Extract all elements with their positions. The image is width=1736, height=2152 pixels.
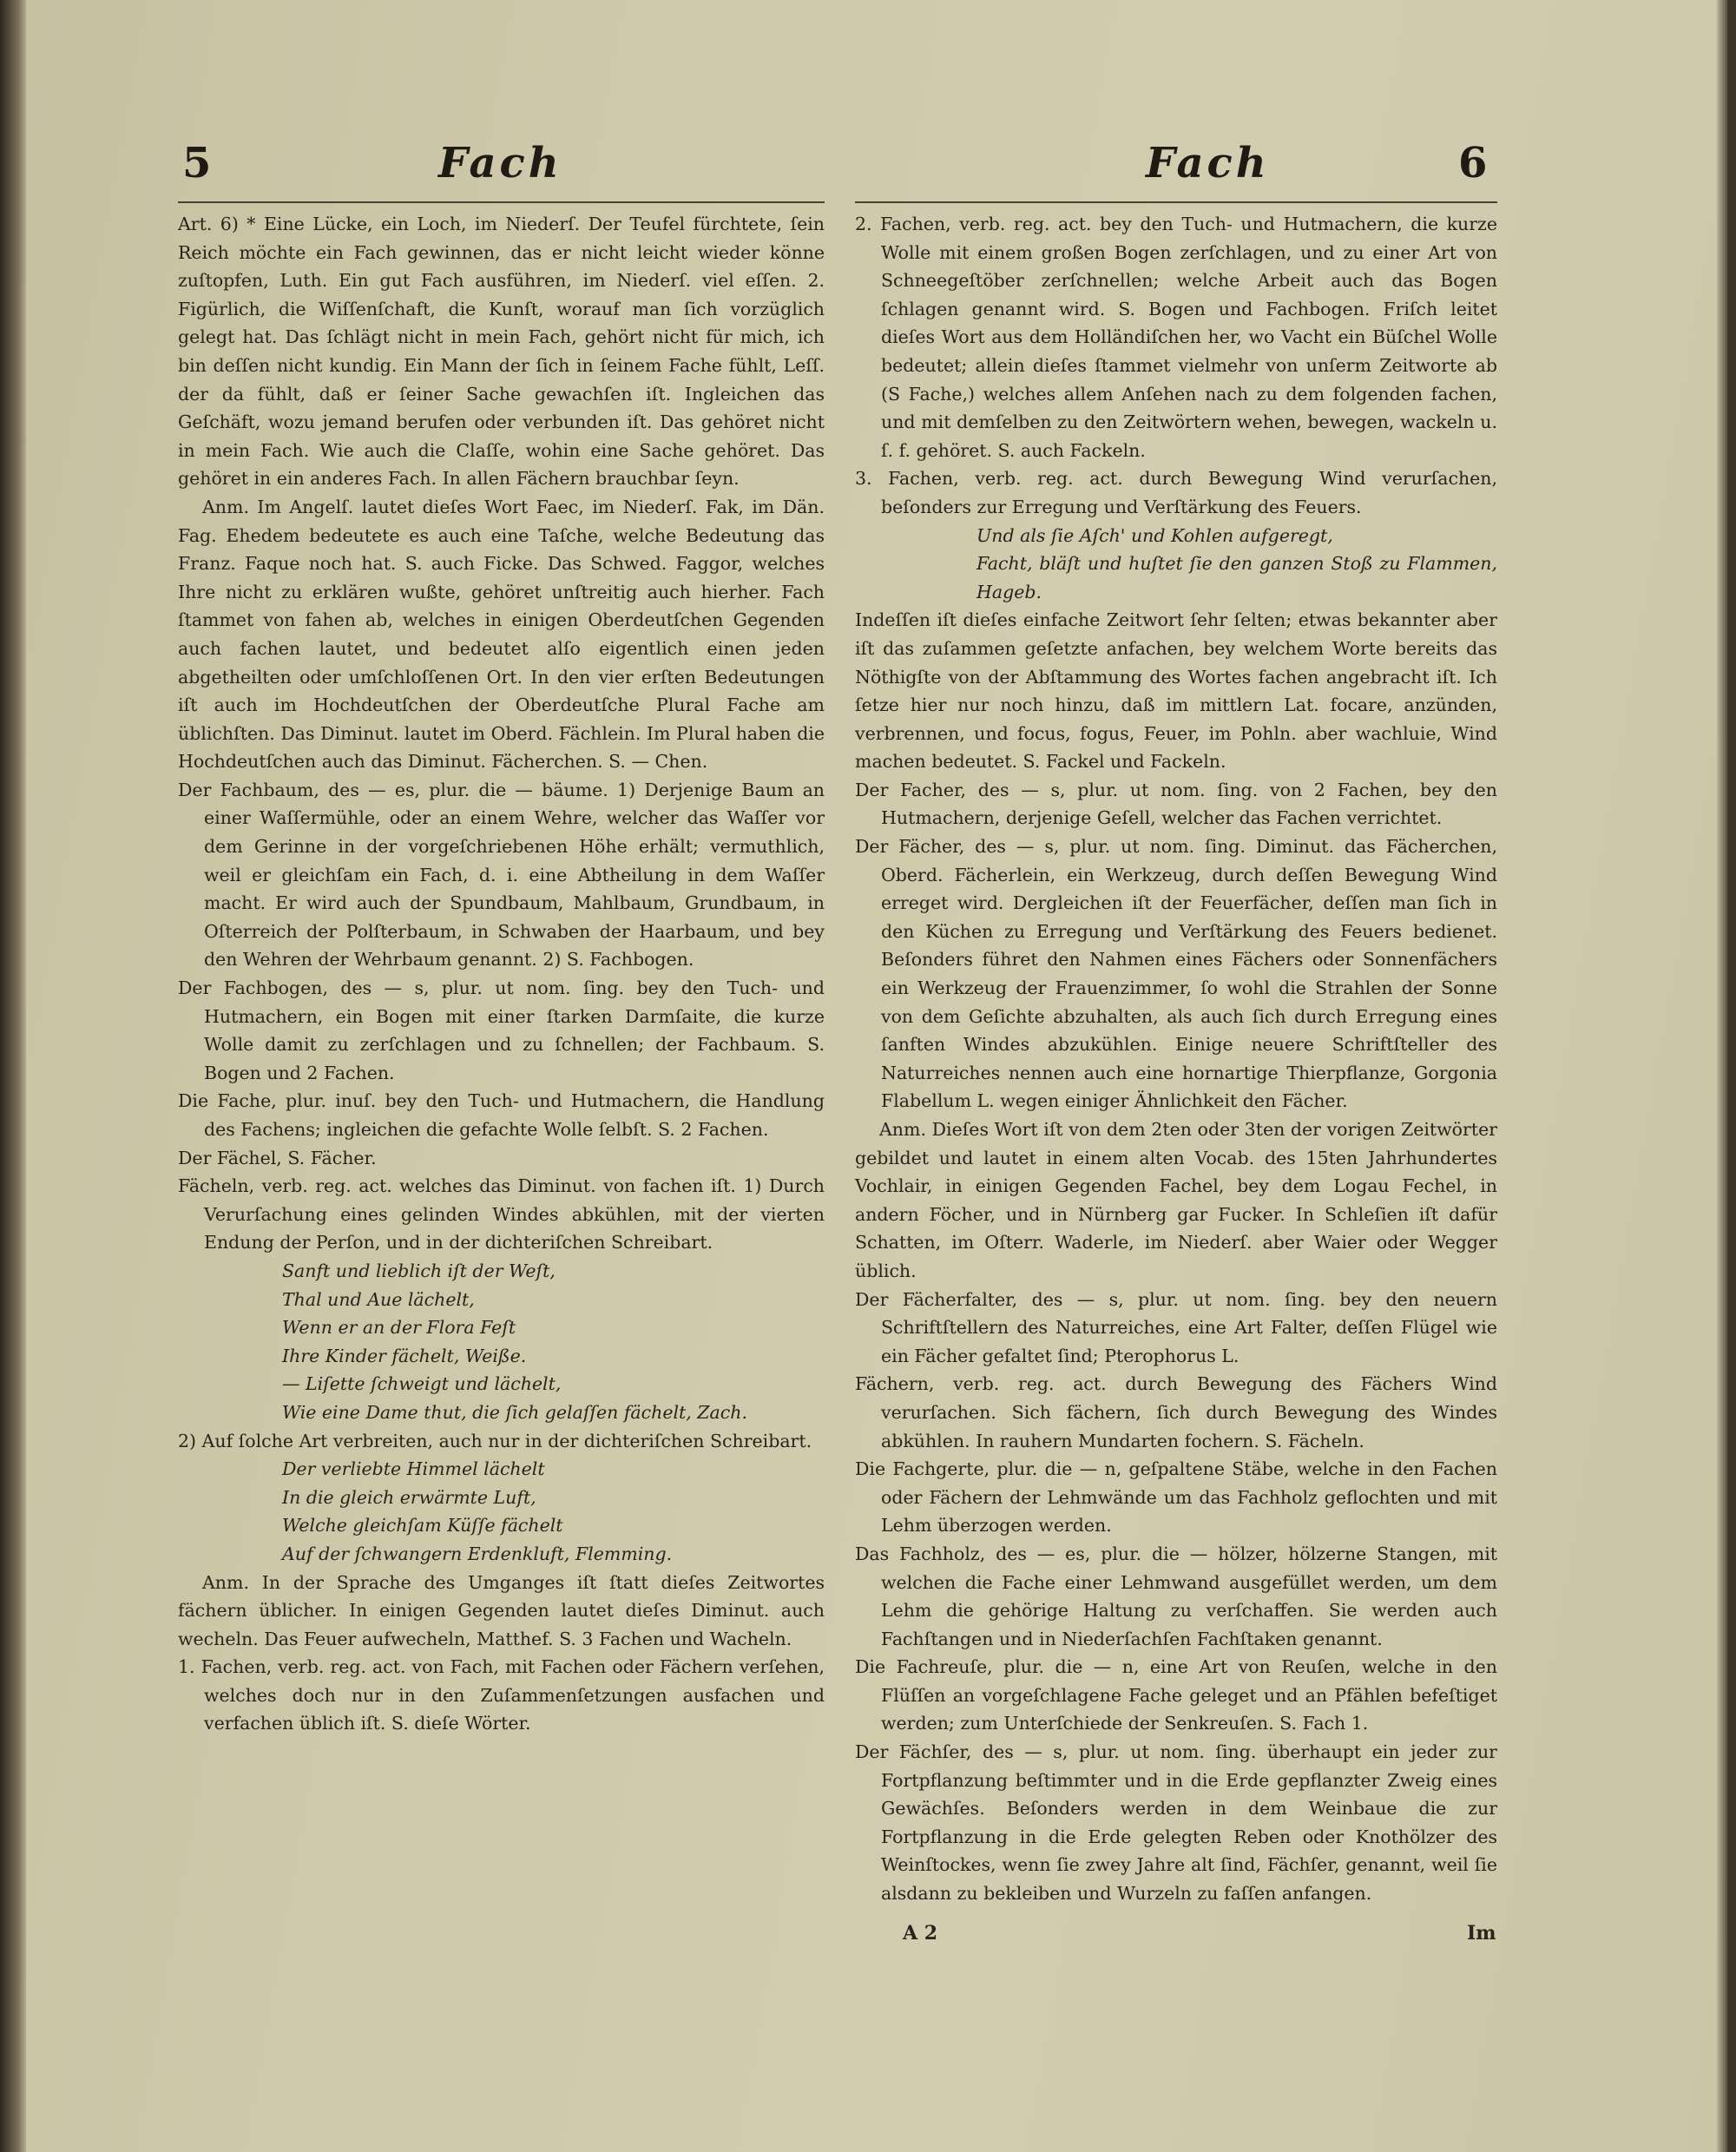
verse-line: Und als ſie Aſch' und Kohlen aufgeregt, (976, 524, 1333, 546)
left-running-headword: Fach (438, 139, 562, 188)
page-edge-shadow (1717, 0, 1727, 2152)
dictionary-entry: 2. Fachen, verb. reg. act. bey den Tuch- und Hutmachern, die kurze Wolle mit einem großen Bogen zerſchlagen, und zu einer Art von Schneegeſtöber zerſchnellen; welche Arbeit auch das Bogen ſchlagen genannt wird. S. Bogen und Fachbogen. Friſch leitet dieſes Wort aus dem Holländiſchen her, wo Vacht ein Büſchel Wolle bedeutet; allein dieſes ſtammet vielmehr von unſerm Zeitworte ab (S Fache,) welches allem Anſehen nach zu dem folgenden fachen, und mit demſelben zu den Zeitwörtern wehen, bewegen, wackeln u. ſ. f. gehöret. S. auch Fackeln. (855, 214, 1497, 461)
dictionary-entry: Die Fache, plur. inuſ. bey den Tuch- und Hutmachern, die Handlung des Fachens; ingleichen die gefachte Wolle ſelbſt. S. 2 Fachen. (178, 1090, 825, 1140)
verse-line: In die gleich erwärmte Luft, (282, 1486, 536, 1508)
dictionary-entry: 3. Fachen, verb. reg. act. durch Bewegung Wind verurſachen, beſonders zur Erregung und Verſtärkung des Feuers. (855, 468, 1497, 517)
verse-line: Thal und Aue lächelt, (282, 1288, 475, 1310)
dictionary-entry: Die Fachreuſe, plur. die — n, eine Art von Reuſen, welche in den Flüſſen an vorgeſchlagene Fache geleget und an Pfählen befeſtiget werden; zum Unterſchiede der Senkreuſen. S. Fach 1. (855, 1656, 1497, 1734)
verse-line: Welche gleichſam Küſſe fächelt (282, 1515, 563, 1537)
dictionary-entry: Der Fachbogen, des — s, plur. ut nom. ſing. bey den Tuch- und Hutmachern, ein Bogen mit einer ſtarken Darmſaite, die kurze Wolle damit zu zerſchlagen und zu ſchnellen; der Fachbaum. S. Bogen und 2 Fachen. (178, 977, 825, 1083)
verse-line: Wenn er an der Flora Feſt (282, 1317, 516, 1339)
verse-line: Der verliebte Himmel lächelt (282, 1458, 545, 1480)
dictionary-entry: Das Fachholz, des — es, plur. die — hölzer, hölzerne Stangen, mit welchen die Fache einer Lehmwand ausgefüllet werden, um dem Lehm die gehörige Haltung zu verſchaffen. Sie werden auch Fachſtangen und in Niederſachſen Fachſtaken genannt. (855, 1543, 1497, 1649)
text-paragraph: Art. 6) * Eine Lücke, ein Loch, im Niederſ. Der Teufel fürchtete, ſein Reich möchte ein Fach gewinnen, das er nicht leicht wieder könne zuſtopfen, Luth. Ein gut Fach ausführen, im Niederſ. viel eſſen. 2. Figürlich, die Wiſſenſchaft, die Kunſt, worauf man ſich vorzüglich gelegt hat. Das ſchlägt nicht in mein Fach, gehört nicht für mich, ich bin deſſen nicht kundig. Ein Mann der ſich in ſeinem Fache fühlt, Leſſ. der da fühlt, daß er ſeiner Sache gewachſen iſt. Ingleichen das Geſchäft, wozu jemand berufen oder verbunden iſt. Das gehöret nicht in mein Fach. Wie auch die Claſſe, wohin eine Sache gehöret. Das gehöret in ein anderes Fach. In allen Fächern brauchbar ſeyn. (178, 214, 825, 490)
left-header-rule (178, 201, 825, 203)
right-header-rule (855, 201, 1497, 203)
dictionary-entry: 1. Fachen, verb. reg. act. von Fach, mit Fachen oder Fächern verſehen, welches doch nur in den Zuſammenſetzungen ausfachen und verfachen üblich iſt. S. dieſe Wörter. (178, 1656, 825, 1734)
verse-line: Wie eine Dame thut, die ſich gelaſſen fächelt, Zach. (282, 1401, 747, 1423)
dictionary-entry: Der Fächer, des — s, plur. ut nom. ſing. Diminut. das Fächerchen, Oberd. Fächerlein, ein Werkzeug, durch deſſen Bewegung Wind erreget wird. Dergleichen iſt der Feuerfächer, deſſen man ſich in den Küchen zu Erregung und Verſtärkung des Feuers bedienet. Beſonders führet den Nahmen eines Fächers oder Sonnenfächers ein Werkzeug der Frauenzimmer, ſo wohl die Strahlen der Sonne von dem Geſichte abzuhalten, als auch ſich durch Erregung eines ſanften Windes abzukühlen. Einige neuere Schriftſteller des Naturreiches nennen auch eine hornartige Thierpflanze, Gorgonia Flabellum L. wegen einiger Ähnlichkeit den Fächer. (855, 836, 1497, 1112)
verse-line: — Liſette ſchweigt und lächelt, (282, 1373, 562, 1395)
text-paragraph: Anm. Dieſes Wort iſt von dem 2ten oder 3ten der vorigen Zeitwörter gebildet und lautet in einem alten Vocab. des 15ten Jahrhundertes Vochlair, in einigen Gegenden Fachel, bey dem Logau Fechel, in andern Föcher, und in Nürnberg gar Fucker. In Schleſien iſt dafür Schatten, im Oſterr. Waderle, im Niederſ. aber Waier oder Wegger üblich. (855, 1119, 1497, 1281)
dictionary-entry: Fächeln, verb. reg. act. welches das Diminut. von fachen iſt. 1) Durch Verurſachung eines gelinden Windes abkühlen, mit der vierten Endung der Perſon, und in der dichteriſchen Schreibart. (178, 1175, 825, 1254)
dictionary-entry: Die Fachgerte, plur. die — n, geſpaltene Stäbe, welche in den Fachen oder Fächern der Lehmwände um das Fachholz geflochten und mit Lehm überzogen werden. (855, 1458, 1497, 1537)
verse-line: Auf der ſchwangern Erdenkluft, Flemming. (282, 1543, 673, 1564)
text-paragraph: 2) Auf ſolche Art verbreiten, auch nur in der dichteriſchen Schreibart. (178, 1430, 812, 1451)
left-text-column (178, 210, 825, 1738)
dictionary-entry: Fächern, verb. reg. act. durch Bewegung des Fächers Wind verurſachen. Sich fächern, ſich durch Bewegung des Windes abkühlen. In rauhern Mundarten fochern. S. Fächeln. (855, 1373, 1497, 1451)
right-page-number: 6 (1458, 139, 1488, 188)
verse-line: Ihre Kinder fächelt, Weiße. (282, 1345, 527, 1366)
catchword: Im (1467, 1922, 1496, 1945)
dictionary-entry: Der Facher, des — s, plur. ut nom. ſing. von 2 Fachen, bey den Hutmachern, derjenige Geſell, welcher das Fachen verrichtet. (855, 779, 1497, 829)
dictionary-entry: Der Fächel, S. Fächer. (178, 1147, 377, 1168)
signature-mark: A 2 (903, 1922, 938, 1945)
right-running-headword: Fach (1146, 139, 1270, 188)
verse-line: Sanft und lieblich iſt der Weſt, (282, 1260, 556, 1281)
verse-line: Facht, bläſt und huſtet ſie den ganzen Stoß zu Flammen, Hageb. (976, 553, 1497, 602)
text-paragraph: Indeſſen iſt dieſes einfache Zeitwort ſehr ſelten; etwas bekannter aber iſt das zuſammen geſetzte anfachen, bey welchem Worte bereits das Nöthigſte von der Abſtammung des Wortes fachen angebracht iſt. Ich ſetze hier nur noch hinzu, daß im mittlern Lat. focare, anzünden, verbrennen, und focus, fogus, Feuer, im Pohln. aber wachluie, Wind machen bedeutet. S. Fackel und Fackeln. (855, 609, 1497, 773)
dictionary-entry: Der Fachbaum, des — es, plur. die — bäume. 1) Derjenige Baum an einer Waſſermühle, oder an einem Wehre, welcher das Waſſer vor dem Gerinne in der vorgeſchriebenen Höhe erhält; vermuthlich, weil er gleichſam ein Fach, d. i. eine Abtheilung in dem Waſſer macht. Er wird auch der Spundbaum, Mahlbaum, Grundbaum, in Oſterreich der Polſterbaum, in Schwaben der Haarbaum, und bey den Wehren der Wehrbaum genannt. 2) S. Fachbogen. (178, 779, 825, 971)
left-page-number: 5 (182, 139, 212, 188)
text-paragraph: Anm. Im Angelſ. lautet dieſes Wort Faec, im Niederſ. Fak, im Dän. Fag. Ehedem bedeutete es auch eine Taſche, welche Bedeutung das Franz. Faque noch hat. S. auch Ficke. Das Schwed. Faggor, welches Ihre nicht zu erklären wußte, gehöret unſtreitig auch hierher. Fach ſtammet von fahen ab, welches in einigen Oberdeutſchen Gegenden auch fachen lautet, und bedeutet alſo eigentlich einen jeden abgetheilten oder umſchloſſenen Ort. In den vier erſten Bedeutungen iſt auch im Hochdeutſchen der Oberdeutſche Plural Fache am üblichſten. Das Diminut. lautet im Oberd. Fächlein. Im Plural haben die Hochdeutſchen auch das Diminut. Fächerchen. S. — Chen. (178, 496, 825, 773)
right-text-column (855, 210, 1497, 1908)
text-paragraph: Anm. In der Sprache des Umganges iſt ſtatt dieſes Zeitwortes fächern üblicher. In einigen Gegenden lautet dieſes Diminut. auch wecheln. Das Feuer aufwecheln, Matthef. S. 3 Fachen und Wacheln. (178, 1571, 825, 1649)
dictionary-entry: Der Fächerfalter, des — s, plur. ut nom. ſing. bey den neuern Schriftſtellern des Naturreiches, eine Art Falter, deſſen Flügel wie ein Fächer gefaltet ſind; Pterophorus L. (855, 1288, 1497, 1366)
dictionary-entry: Der Fächſer, des — s, plur. ut nom. ſing. überhaupt ein jeder zur Fortpflanzung beſtimmter und in die Erde gepflanzter Zweig eines Gewächſes. Beſonders werden in dem Weinbaue die zur Fortpflanzung in die Erde gelegten Reben oder Knothölzer des Weinſtockes, wenn ſie zwey Jahre alt ſind, Fächſer, genannt, weil ſie alsdann zu bekleiben und Wurzeln zu faſſen anfangen. (855, 1741, 1497, 1905)
book-binding-edge (0, 0, 26, 2152)
